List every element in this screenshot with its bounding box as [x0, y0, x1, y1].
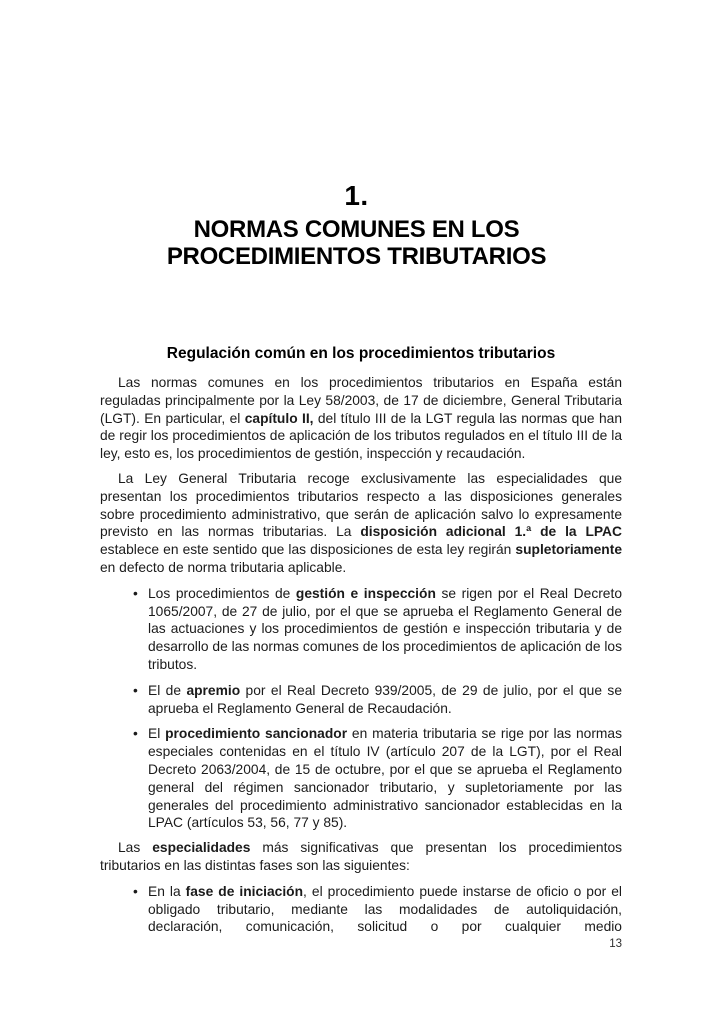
text-run: , el procedimiento puede instarse de oficio o por el obligado tributario, mediante las modalidades de autoliquidación, declaración, comunicación, solicitud o por cualquier medio — [148, 883, 622, 935]
chapter-number: 1. — [344, 180, 369, 211]
list-item — [100, 585, 622, 674]
bold-text-run: apremio — [186, 682, 241, 698]
chapter-heading — [0, 181, 713, 270]
bold-text-run: supletoriamente — [515, 542, 622, 558]
text-run: establece en este sentido que las disposiciones de esta ley regirán — [100, 542, 516, 558]
bold-text-run: especialidades — [152, 840, 251, 856]
body-column — [100, 344, 622, 936]
text-run: La Ley General Tributaria recoge exclusivamente las especialidades que presentan los procedimientos tributarios respecto a las disposiciones generales sobre procedimiento administrativo, que serán de aplicación salvo lo expresamente previsto en las normas tributarias. La — [100, 470, 622, 540]
bullet-icon: • — [133, 585, 138, 601]
bold-text-run: fase de iniciación — [185, 883, 304, 899]
paragraph — [100, 374, 622, 463]
paragraph — [100, 470, 622, 577]
text-run: se rigen por el Real Decreto 1065/2007, de 27 de julio, por el que se aprueba el Reglamento General de las actuaciones y los procedimientos de gestión e inspección tributaria y de desarrollo de las normas comunes de los procedimientos de aplicación de los tributos. — [148, 585, 622, 672]
bold-text-run: capítulo II, — [244, 410, 314, 426]
text-run: por el Real Decreto 939/2005, de 29 de julio, por el que se aprueba el Reglamento General de Recaudación. — [148, 682, 622, 716]
text-run: Las normas comunes en los procedimientos tributarios en España están reguladas principalmente por la Ley 58/2003, de 17 de diciembre, General Tributaria (LGT). En particular, el — [100, 375, 622, 426]
body-content — [100, 374, 622, 936]
text-run: Los procedimientos de — [148, 585, 296, 601]
bold-text-run: disposición adicional 1.ª de la LPAC — [360, 524, 622, 540]
page-number: 13 — [609, 938, 622, 950]
section-heading: Regulación común en los procedimientos tributarios — [166, 345, 556, 362]
bold-text-run: procedimiento sancionador — [165, 726, 348, 742]
paragraph — [100, 839, 622, 875]
chapter-title: NORMAS COMUNES EN LOS PROCEDIMIENTOS TRIBUTARIOS — [166, 216, 547, 270]
text-run: El de — [148, 682, 187, 698]
text-run: Las — [118, 840, 153, 856]
bold-text-run: gestión e inspección — [295, 585, 436, 601]
list-item — [100, 725, 622, 832]
bullet-icon: • — [133, 726, 138, 742]
text-run: en materia tributaria se rige por las normas especiales contenidas en el título IV (artículo 207 de la LGT), por el Real Decreto 2063/2004, de 15 de octubre, por el que se aprueba el Reglamento general del régimen sancionador tributario, y supletoriamente por las generales del procedimiento administrativo sancionador establecidas en la LPAC (artículos 53, 56, 77 y 85). — [148, 726, 622, 831]
list-item — [100, 682, 622, 718]
text-run: El — [148, 726, 166, 742]
text-run: en defecto de norma tributaria aplicable. — [100, 559, 347, 575]
text-run: más significativas que presentan los procedimientos tributarios en las distintas fases son las siguientes: — [100, 840, 623, 873]
bullet-icon: • — [133, 682, 138, 698]
text-run: del título III de la LGT regula las normas que han de regir los procedimientos de aplicación de los tributos regulados en el título III de la ley, esto es, los procedimientos de gestión, inspección y recaudación. — [100, 410, 622, 462]
text-run: En la — [148, 883, 186, 899]
bullet-icon: • — [133, 883, 138, 899]
list-item — [100, 883, 622, 936]
